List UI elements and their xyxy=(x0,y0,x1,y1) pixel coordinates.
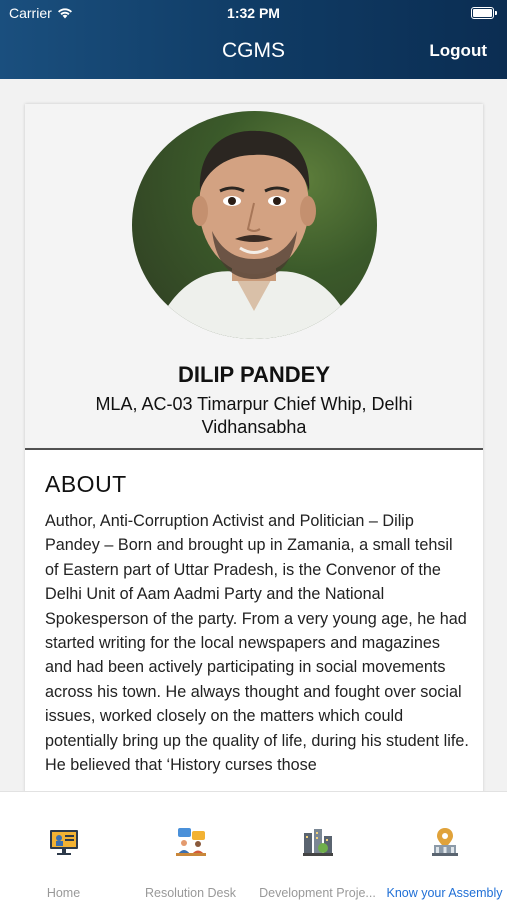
tab-know-your-assembly[interactable] xyxy=(381,792,507,900)
profile-card xyxy=(25,104,483,450)
logout-button[interactable]: Logout xyxy=(429,41,487,60)
main-content[interactable] xyxy=(0,79,507,791)
tab-development-projects[interactable] xyxy=(254,792,381,900)
tab-development-projects-label: Development Proje... xyxy=(259,886,376,900)
about-heading: ABOUT xyxy=(45,471,127,497)
app-title: CGMS xyxy=(222,39,285,62)
development-projects-icon xyxy=(302,827,334,857)
about-text: Author, Anti-Corruption Activist and Politician – Dilip Pandey – Born and brought up in Zamania, a small tehsil of Eastern part of Uttar Pradesh, is the Convenor of the Delhi Unit of Aam Aadmi Party and the National Spokesperson of the party. From a very young age, he had started writing for the local newspapers and magazines and had been actively participating in social movements across his town. He always thought and fought over social issues, worked closely on the matters which could potentially bring up the quality of life, during his student life. He believed that ‘History curses those xyxy=(45,512,469,775)
profile-photo xyxy=(132,111,377,339)
carrier-label: Carrier xyxy=(9,5,52,21)
tab-know-your-assembly-label: Know your Assembly xyxy=(386,886,503,900)
battery-icon xyxy=(471,7,494,19)
about-card xyxy=(25,450,483,791)
app-header xyxy=(0,0,507,79)
status-time: 1:32 PM xyxy=(227,5,280,21)
status-bar xyxy=(0,0,507,26)
tab-home[interactable] xyxy=(0,792,127,900)
profile-name: DILIP PANDEY xyxy=(178,362,330,387)
tab-home-label: Home xyxy=(46,886,81,900)
tab-resolution-desk-label: Resolution Desk xyxy=(144,886,236,900)
home-monitor-icon xyxy=(48,827,80,857)
assembly-location-icon xyxy=(429,827,461,857)
tab-resolution-desk[interactable] xyxy=(127,792,254,900)
profile-role: MLA, AC-03 Timarpur Chief Whip, Delhi Vidhansabha xyxy=(95,394,413,437)
resolution-desk-icon xyxy=(175,827,207,857)
bottom-tab-bar xyxy=(0,791,507,900)
